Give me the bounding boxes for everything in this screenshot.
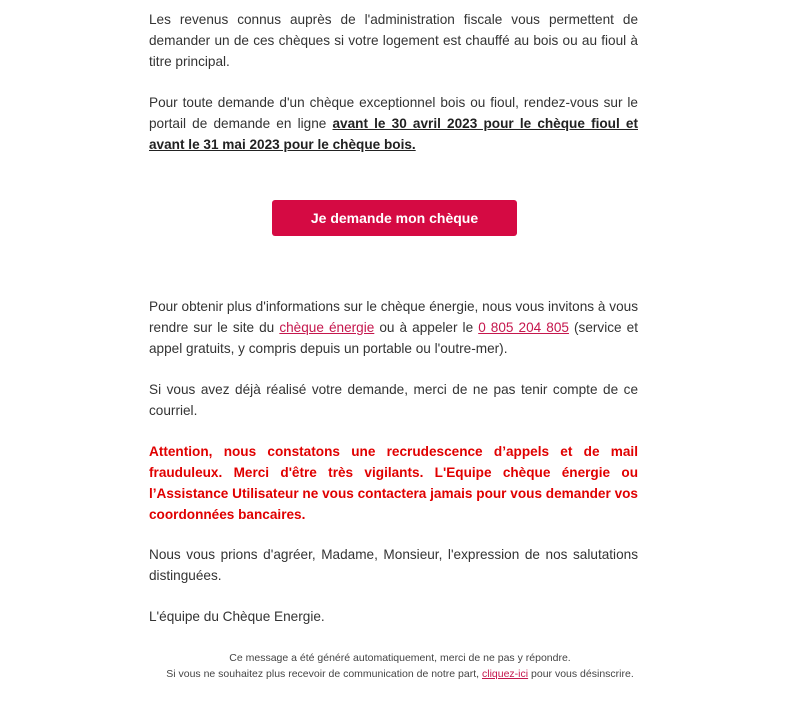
unsubscribe-prefix: Si vous ne souhaitez plus recevoir de communication de notre part, xyxy=(166,668,482,680)
cheque-energie-site-link[interactable]: chèque énergie xyxy=(279,320,375,335)
request-text: Pour toute demande d'un chèque exceptionnel bois ou fioul, rendez-vous sur le portail de demande en ligne xyxy=(149,95,638,131)
info-text-part1: Pour obtenir plus d'informations sur le chèque énergie, nous vous invitons à vous rendre sur le site du xyxy=(149,299,638,335)
request-paragraph xyxy=(149,92,638,155)
eligibility-paragraph xyxy=(149,9,638,72)
cta-container xyxy=(272,200,517,236)
auto-message-text: Ce message a été généré automatiquement, merci de ne pas y répondre. xyxy=(229,652,571,664)
closing-text: Nous vous prions d'agréer, Madame, Monsieur, l'expression de nos salutations distinguées. xyxy=(149,547,638,583)
signature-paragraph xyxy=(149,606,638,627)
signature-text: L'équipe du Chèque Energie. xyxy=(149,609,325,624)
info-text-part2: ou à appeler le xyxy=(374,320,479,335)
unsubscribe-suffix: pour vous désinscrire. xyxy=(528,668,634,680)
request-cheque-button[interactable]: Je demande mon chèque xyxy=(272,200,517,236)
fraud-warning-text: Attention, nous constatons une recrudescence d’appels et de mail frauduleux. Merci d'être très vigilants. L'Equipe chèque énergie ou l’Assistance Utilisateur ne vous contactera jamais pour vous demander vos coordonnées bancaires. xyxy=(149,444,638,522)
phone-number-link[interactable]: 0 805 204 805 xyxy=(478,320,569,335)
info-paragraph xyxy=(149,296,638,359)
fraud-warning-paragraph xyxy=(149,441,638,525)
unsubscribe-link[interactable]: cliquez-ici xyxy=(482,668,529,680)
already-done-paragraph xyxy=(149,379,638,421)
closing-paragraph xyxy=(149,544,638,586)
eligibility-text: Les revenus connus auprès de l'administration fiscale vous permettent de demander un de ces chèques si votre logement est chauffé au bois ou au fioul à titre principal. xyxy=(149,12,638,69)
already-done-text: Si vous avez déjà réalisé votre demande, merci de ne pas tenir compte de ce courriel. xyxy=(149,382,638,418)
info-text-part3: (service et appel gratuits, y compris depuis un portable ou l'outre-mer). xyxy=(149,320,638,356)
email-footer xyxy=(0,650,800,682)
deadline-text: avant le 30 avril 2023 pour le chèque fioul et avant le 31 mai 2023 pour le chèque bois. xyxy=(149,116,638,152)
